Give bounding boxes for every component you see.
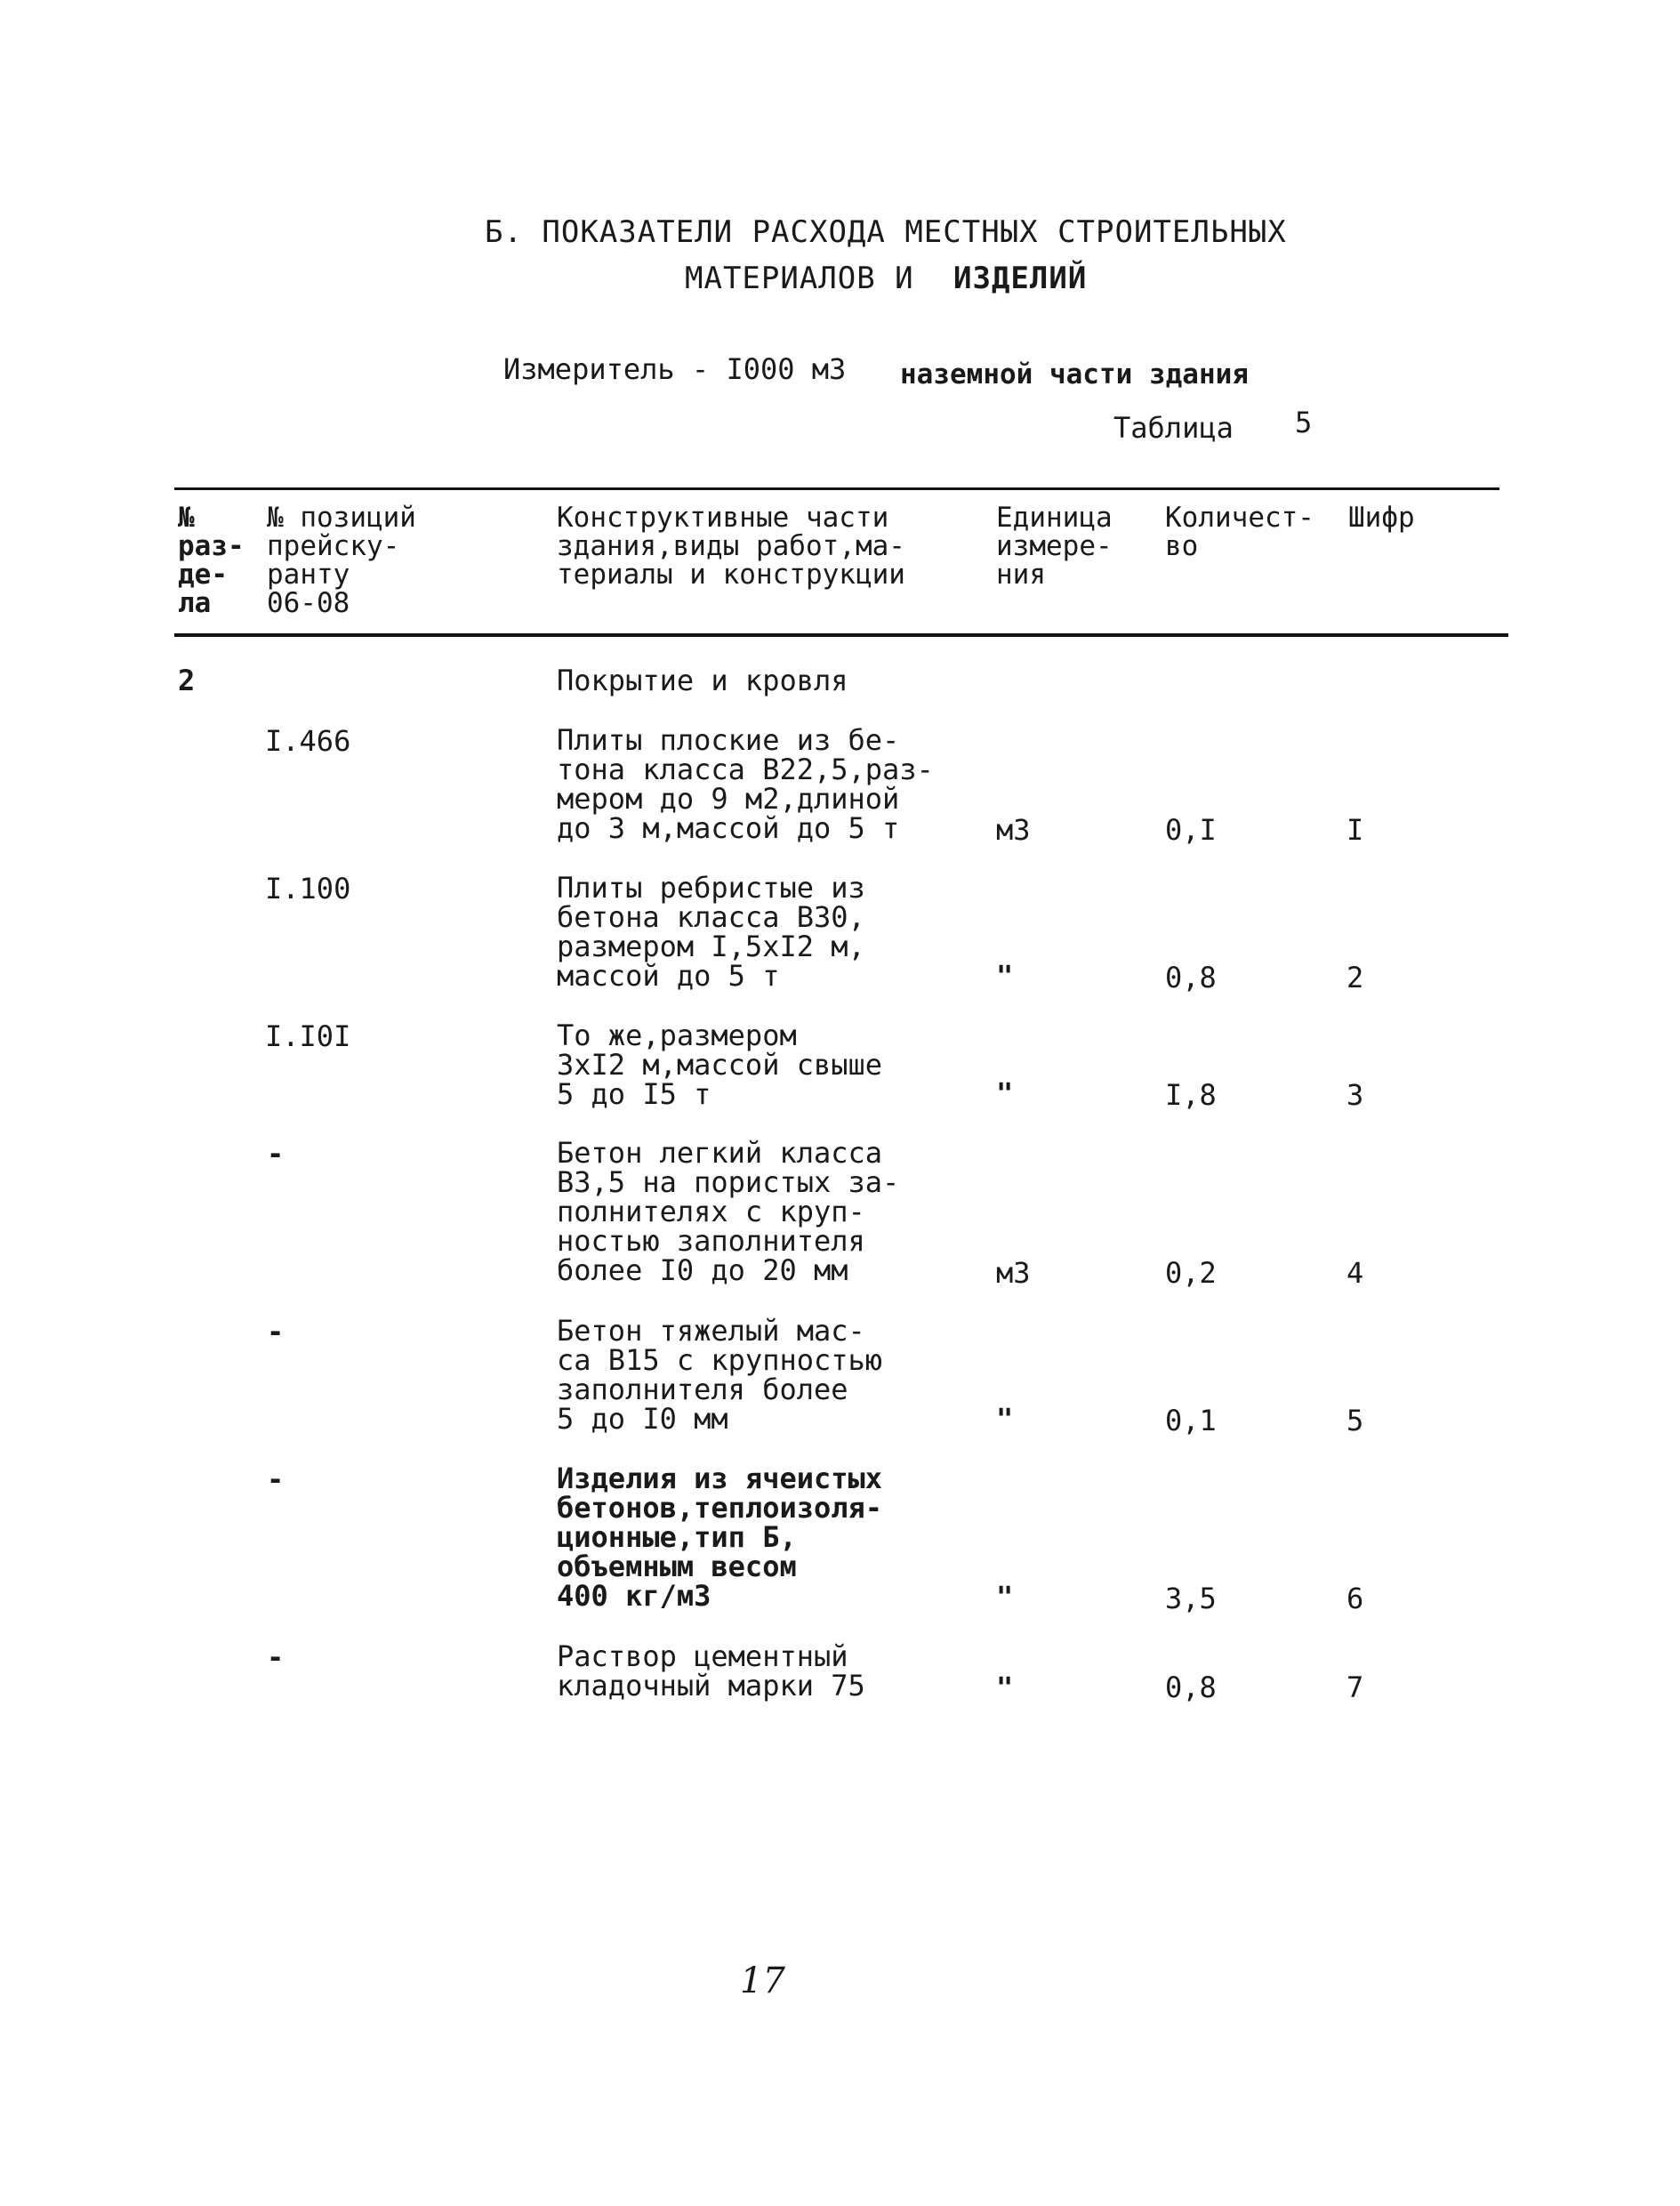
row-quantity: 0,8 — [1165, 961, 1217, 994]
header-unit: Единица измере- ния — [996, 502, 1113, 591]
row-quantity: 0,I — [1165, 813, 1217, 847]
row-description: Плиты плоские из бе- тона класса В22,5,раз- мером до 9 м2,длиной до 3 м,массой до 5 т — [557, 723, 934, 845]
row-description: Раствор цементный кладочный марки 75 — [557, 1639, 865, 1703]
row-position: - — [267, 1137, 285, 1171]
measure-prefix: Измеритель - I000 м3 — [503, 352, 847, 386]
row-description: Бетон тяжелый мас- са В15 с крупностью заполнителя более 5 до I0 мм — [557, 1314, 883, 1436]
row-description: Плиты ребристые из бетона класса В30, размером I,5хI2 м, массой до 5 т — [557, 871, 865, 993]
row-quantity: 0,1 — [1165, 1404, 1217, 1437]
row-quantity: 0,8 — [1165, 1671, 1217, 1704]
page-number: 17 — [740, 1960, 785, 2001]
measure-suffix: наземной части здания — [900, 358, 1249, 390]
row-unit: " — [996, 959, 1014, 993]
row-quantity: I,8 — [1165, 1078, 1217, 1112]
row-description: Изделия из ячеистых бетонов,теплоизоля- ционные,тип Б, объемным весом 400 кг/м3 — [557, 1461, 883, 1613]
row-unit: " — [996, 1402, 1014, 1436]
row-position: - — [267, 1315, 285, 1349]
row-position: I.100 — [265, 872, 351, 906]
row-code: I — [1346, 813, 1364, 847]
row-code: 5 — [1346, 1404, 1364, 1437]
row-code: 3 — [1346, 1078, 1364, 1112]
row-code: 2 — [1346, 961, 1364, 994]
row-unit: " — [996, 1671, 1014, 1704]
row-position: I.I0I — [265, 1019, 351, 1053]
table-top-rule — [174, 487, 1499, 490]
row-unit: м3 — [996, 1256, 1031, 1290]
row-position: - — [267, 1462, 285, 1496]
section-title: Покрытие и кровля — [557, 664, 848, 697]
row-code: 6 — [1346, 1582, 1364, 1615]
table-number: 5 — [1295, 406, 1313, 439]
row-position: I.466 — [265, 724, 351, 758]
table-header-rule — [174, 633, 1508, 637]
header-section-no: № раз- де- ла — [178, 502, 245, 619]
row-position: - — [267, 1640, 285, 1674]
row-unit: м3 — [996, 813, 1031, 847]
section-number: 2 — [178, 664, 196, 697]
row-code: 7 — [1346, 1671, 1364, 1704]
row-description: То же,размером 3хI2 м,массой свыше 5 до I5 т — [557, 1018, 883, 1111]
header-code: Шифр — [1348, 502, 1415, 534]
header-position-no: № позиций прейску- ранту 06-08 — [267, 502, 416, 619]
row-quantity: 3,5 — [1165, 1582, 1217, 1615]
title-line-1: Б. ПОКАЗАТЕЛИ РАСХОДА МЕСТНЫХ СТРОИТЕЛЬНЫХ — [485, 214, 1287, 250]
title-line-2b: ИЗДЕЛИЙ — [953, 261, 1088, 296]
row-quantity: 0,2 — [1165, 1256, 1217, 1290]
header-description: Конструктивные части здания,виды работ,ма- териалы и конструкции — [557, 502, 905, 591]
row-code: 4 — [1346, 1256, 1364, 1290]
table-label: Таблица — [1113, 411, 1234, 445]
row-unit: " — [996, 1580, 1014, 1614]
row-unit: " — [996, 1076, 1014, 1110]
row-description: Бетон легкий класса В3,5 на пористых за- полнителях с круп- ностью заполнителя более I0 до 20 мм — [557, 1136, 900, 1287]
title-line-2a: МАТЕРИАЛОВ И — [685, 261, 914, 296]
header-quantity: Количест- во — [1165, 502, 1314, 562]
